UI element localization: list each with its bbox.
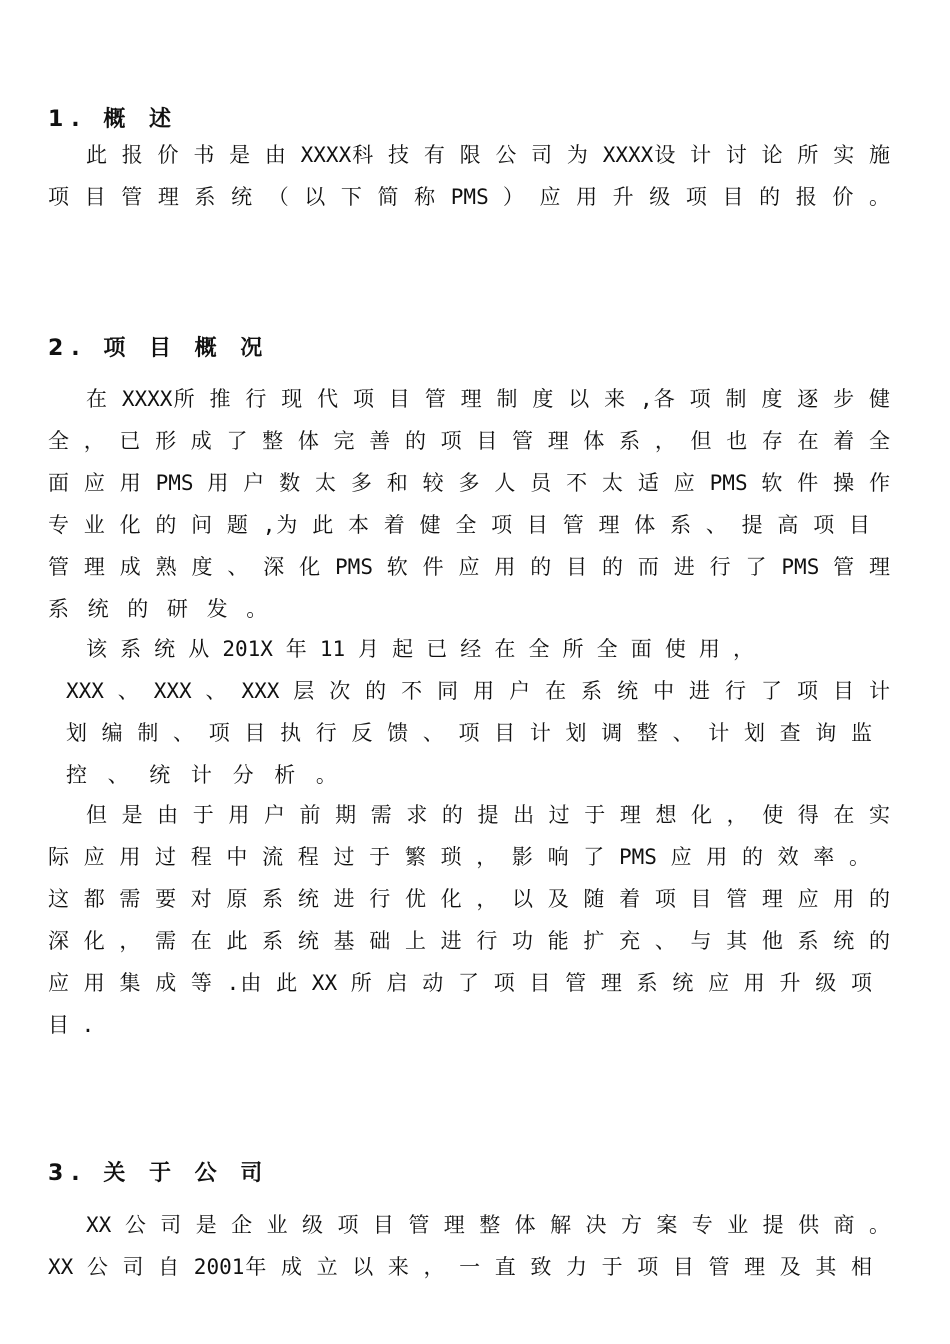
section-3-line-2: XX 公 司 自 2001年 成 立 以 来 ， 一 直 致 力 于 项 目 管 理 及 其 相 [48, 1255, 872, 1279]
section-2-line-7: 该 系 统 从 201X 年 11 月 起 已 经 在 全 所 全 面 使 用 ， [86, 637, 754, 661]
section-1-heading: 1. 概 述 [48, 107, 179, 132]
section-2-line-2: 全 ， 已 形 成 了 整 体 完 善 的 项 目 管 理 体 系 ， 但 也 存 在 着 全 [48, 429, 890, 453]
section-2-line-15: 应 用 集 成 等 .由 此 XX 所 启 动 了 项 目 管 理 系 统 应 用 升 级 项 [48, 971, 872, 995]
section-2-line-3: 面 应 用 PMS 用 户 数 太 多 和 较 多 人 员 不 太 适 应 PMS 软 件 操 作 [48, 471, 890, 495]
section-1-line-2: 项 目 管 理 系 统 （ 以 下 简 称 PMS ） 应 用 升 级 项 目 的 报 价 。 [48, 185, 890, 209]
section-2-line-14: 深 化 ， 需 在 此 系 统 基 础 上 进 行 功 能 扩 充 、 与 其 他 系 统 的 [48, 929, 890, 953]
section-2-heading: 2. 项 目 概 况 [48, 336, 271, 361]
section-2-line-9: 划 编 制 、 项 目 执 行 反 馈 、 项 目 计 划 调 整 、 计 划 查 询 监 [66, 721, 872, 745]
section-1-line-1: 此 报 价 书 是 由 XXXX科 技 有 限 公 司 为 XXXX设 计 讨 论 所 实 施 [86, 143, 890, 167]
section-2-line-13: 这 都 需 要 对 原 系 统 进 行 优 化 ， 以 及 随 着 项 目 管 理 应 用 的 [48, 887, 890, 911]
section-2-line-1: 在 XXXX所 推 行 现 代 项 目 管 理 制 度 以 来 ,各 项 制 度 逐 步 健 [86, 387, 890, 411]
section-2-line-12: 际 应 用 过 程 中 流 程 过 于 繁 琐 ， 影 响 了 PMS 应 用 的 效 率 。 [48, 845, 870, 869]
section-2-line-6: 系 统 的 研 发 。 [48, 597, 271, 621]
section-3-line-1: XX 公 司 是 企 业 级 项 目 管 理 整 体 解 决 方 案 专 业 提 供 商 。 [86, 1213, 890, 1237]
section-2-line-11: 但 是 由 于 用 户 前 期 需 求 的 提 出 过 于 理 想 化 ， 使 得 在 实 [86, 803, 890, 827]
section-2-line-5: 管 理 成 熟 度 、 深 化 PMS 软 件 应 用 的 目 的 而 进 行 了 PMS 管 理 [48, 555, 890, 579]
section-2-line-4: 专 业 化 的 问 题 ,为 此 本 着 健 全 项 目 管 理 体 系 、 提 高 项 目 [48, 513, 870, 537]
section-2-line-8: XXX 、 XXX 、 XXX 层 次 的 不 同 用 户 在 系 统 中 进 行 了 项 目 计 [66, 679, 890, 703]
section-2-line-16: 目 . [48, 1013, 95, 1037]
section-2-line-10: 控 、 统 计 分 析 。 [66, 763, 341, 787]
section-3-heading: 3. 关 于 公 司 [48, 1161, 271, 1186]
